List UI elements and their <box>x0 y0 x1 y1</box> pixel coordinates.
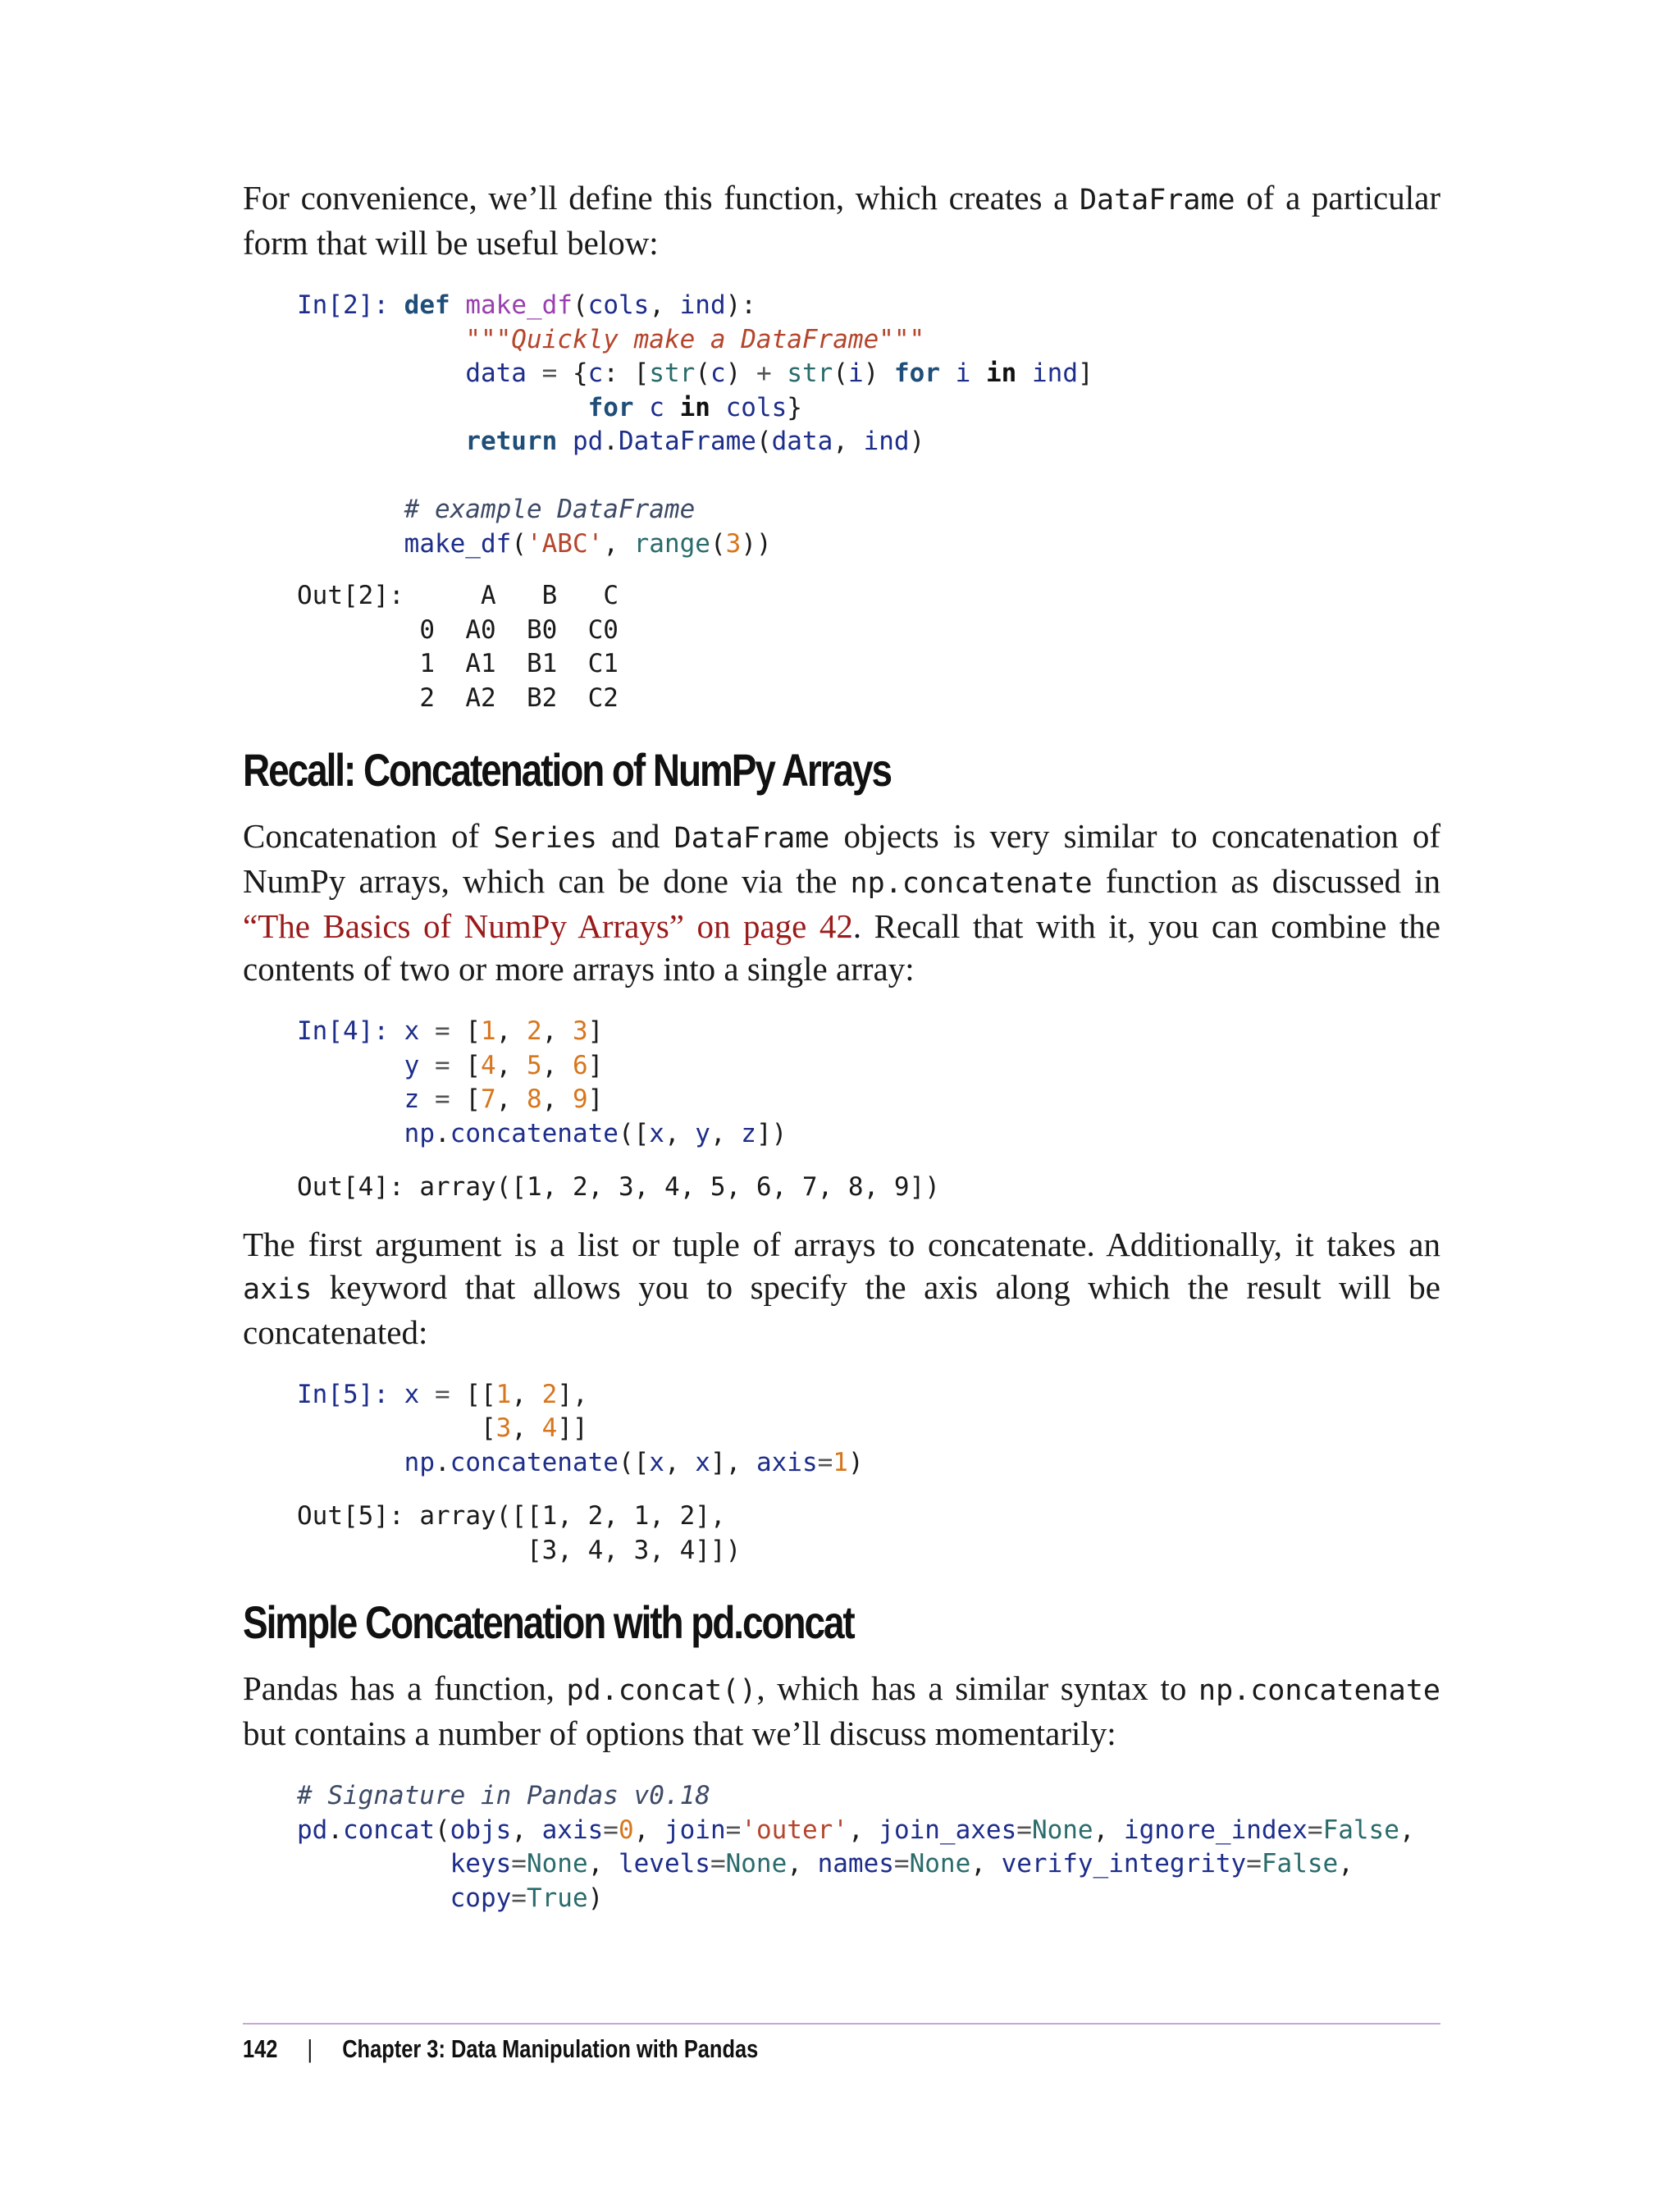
code-comment: # example DataFrame <box>404 495 696 524</box>
code-line: x = [[1, 2], <box>404 1379 588 1409</box>
code-line: copy=True) <box>450 1883 604 1913</box>
para-text: function as discussed in <box>1092 862 1440 900</box>
code-line: for c in cols} <box>587 392 802 422</box>
df-cell: C2 <box>587 682 619 713</box>
inline-code-pd-concat: pd.concat() <box>566 1674 757 1707</box>
page-number: 142 <box>243 2034 278 2063</box>
code-line: [3, 4]] <box>480 1413 588 1443</box>
para-text: , which has a similar syntax to <box>756 1669 1198 1707</box>
intro-text-end: of a particular form that will be useful below: <box>243 179 1440 262</box>
chapter-title: Chapter 3: Data Manipulation with Pandas <box>342 2034 759 2063</box>
section-heading-pd-concat: Simple Concatenation with pd.concat <box>243 1596 854 1648</box>
code-comment: # Signature in Pandas v0.18 <box>297 1781 710 1810</box>
code-line: pd.concat(objs, axis=0, join='outer', join_axes=None, ignore_index=False, <box>297 1815 1415 1845</box>
code-line: y = [4, 5, 6] <box>404 1050 604 1080</box>
code-line: """Quickly make a DataFrame""" <box>465 324 925 354</box>
inline-code-dataframe: DataFrame <box>673 822 830 855</box>
para-text: The first argument is a list or tuple of arrays to concatenate. Additionally, it takes an <box>243 1225 1440 1263</box>
prompt-out5: Out[5]: <box>297 1501 404 1531</box>
footer-rule <box>243 2023 1440 2025</box>
para-text: Concatenation of <box>243 817 494 855</box>
code-line: keys=None, levels=None, names=None, verify_integrity=False, <box>450 1849 1354 1879</box>
para-text: but contains a number of options that we’ll discuss momentarily: <box>243 1714 1116 1752</box>
prompt-in4: In[4]: <box>297 1016 389 1046</box>
inline-code-np-concatenate: np.concatenate <box>850 867 1093 900</box>
df-row-index: 2 <box>419 682 435 713</box>
inline-code-dataframe: DataFrame <box>1079 184 1235 217</box>
code-block-signature <box>243 1779 1440 1915</box>
df-cell: A1 <box>465 649 496 678</box>
axis-paragraph <box>243 1223 1440 1354</box>
code-line: z = [7, 8, 9] <box>404 1084 604 1114</box>
output-line: [3, 4, 3, 4]]) <box>419 1535 742 1565</box>
df-col-header: A <box>480 581 496 610</box>
para-text: Pandas has a function, <box>243 1669 567 1707</box>
code-block-in4 <box>243 1015 1440 1151</box>
footer-separator: | <box>307 2034 313 2063</box>
df-cell: C0 <box>587 614 619 645</box>
code-block-in5 <box>243 1378 1440 1481</box>
intro-paragraph <box>243 176 1440 264</box>
output-block-out2 <box>243 579 1440 715</box>
df-row-index: 1 <box>419 649 435 678</box>
numpy-concat-paragraph <box>243 815 1440 990</box>
intro-text: For convenience, we’ll define this function, which creates a <box>243 179 1080 217</box>
df-row-index: 0 <box>419 614 435 645</box>
pd-concat-paragraph <box>243 1667 1440 1755</box>
prompt-out4: Out[4]: <box>297 1172 404 1202</box>
page-body <box>243 176 1440 1915</box>
df-cell: B0 <box>526 614 558 645</box>
prompt-out2: Out[2]: <box>297 581 404 610</box>
code-line: np.concatenate([x, x], axis=1) <box>404 1447 864 1477</box>
inline-code-series: Series <box>493 822 597 855</box>
df-col-header: C <box>603 581 619 610</box>
inline-code-np-concatenate: np.concatenate <box>1198 1674 1441 1707</box>
df-cell: B2 <box>526 682 558 713</box>
cross-reference-link[interactable]: “The Basics of NumPy Arrays” on page 42 <box>243 907 853 945</box>
df-cell: B1 <box>526 649 558 678</box>
page-footer <box>243 2034 758 2064</box>
df-cell: C1 <box>587 649 619 678</box>
df-cell: A0 <box>465 614 496 645</box>
output-block-out5 <box>243 1500 1440 1568</box>
para-text: . Recall that with it, you can combine the contents of two or more arrays into a single array: <box>243 907 1441 988</box>
prompt-in2: In[2]: <box>297 290 389 320</box>
para-text: keyword that allows you to specify the axis along which the result will be concatenated: <box>243 1267 1440 1351</box>
df-col-header: B <box>541 581 558 610</box>
output-value: array([1, 2, 3, 4, 5, 6, 7, 8, 9]) <box>419 1172 940 1202</box>
df-cell: A2 <box>465 682 496 713</box>
code-line: data = {c: [str(c) + str(i) for i in ind] <box>465 358 1093 388</box>
code-line: def make_df(cols, ind): <box>404 290 756 320</box>
para-text: and <box>596 817 674 855</box>
code-line: make_df('ABC', range(3)) <box>404 528 772 559</box>
section-heading-numpy-concat: Recall: Concatenation of NumPy Arrays <box>243 744 892 796</box>
output-block-out4 <box>243 1171 1440 1205</box>
output-line: array([[1, 2, 1, 2], <box>419 1501 726 1531</box>
code-line: np.concatenate([x, y, z]) <box>404 1118 788 1148</box>
code-line: x = [1, 2, 3] <box>404 1016 604 1046</box>
code-block-in2 <box>243 289 1440 561</box>
inline-code-axis: axis <box>243 1272 313 1306</box>
para-text: objects is very similar to concatenation of NumPy arrays, which can be done via the <box>243 817 1440 900</box>
code-line: return pd.DataFrame(data, ind) <box>465 427 925 456</box>
prompt-in5: In[5]: <box>297 1379 389 1409</box>
